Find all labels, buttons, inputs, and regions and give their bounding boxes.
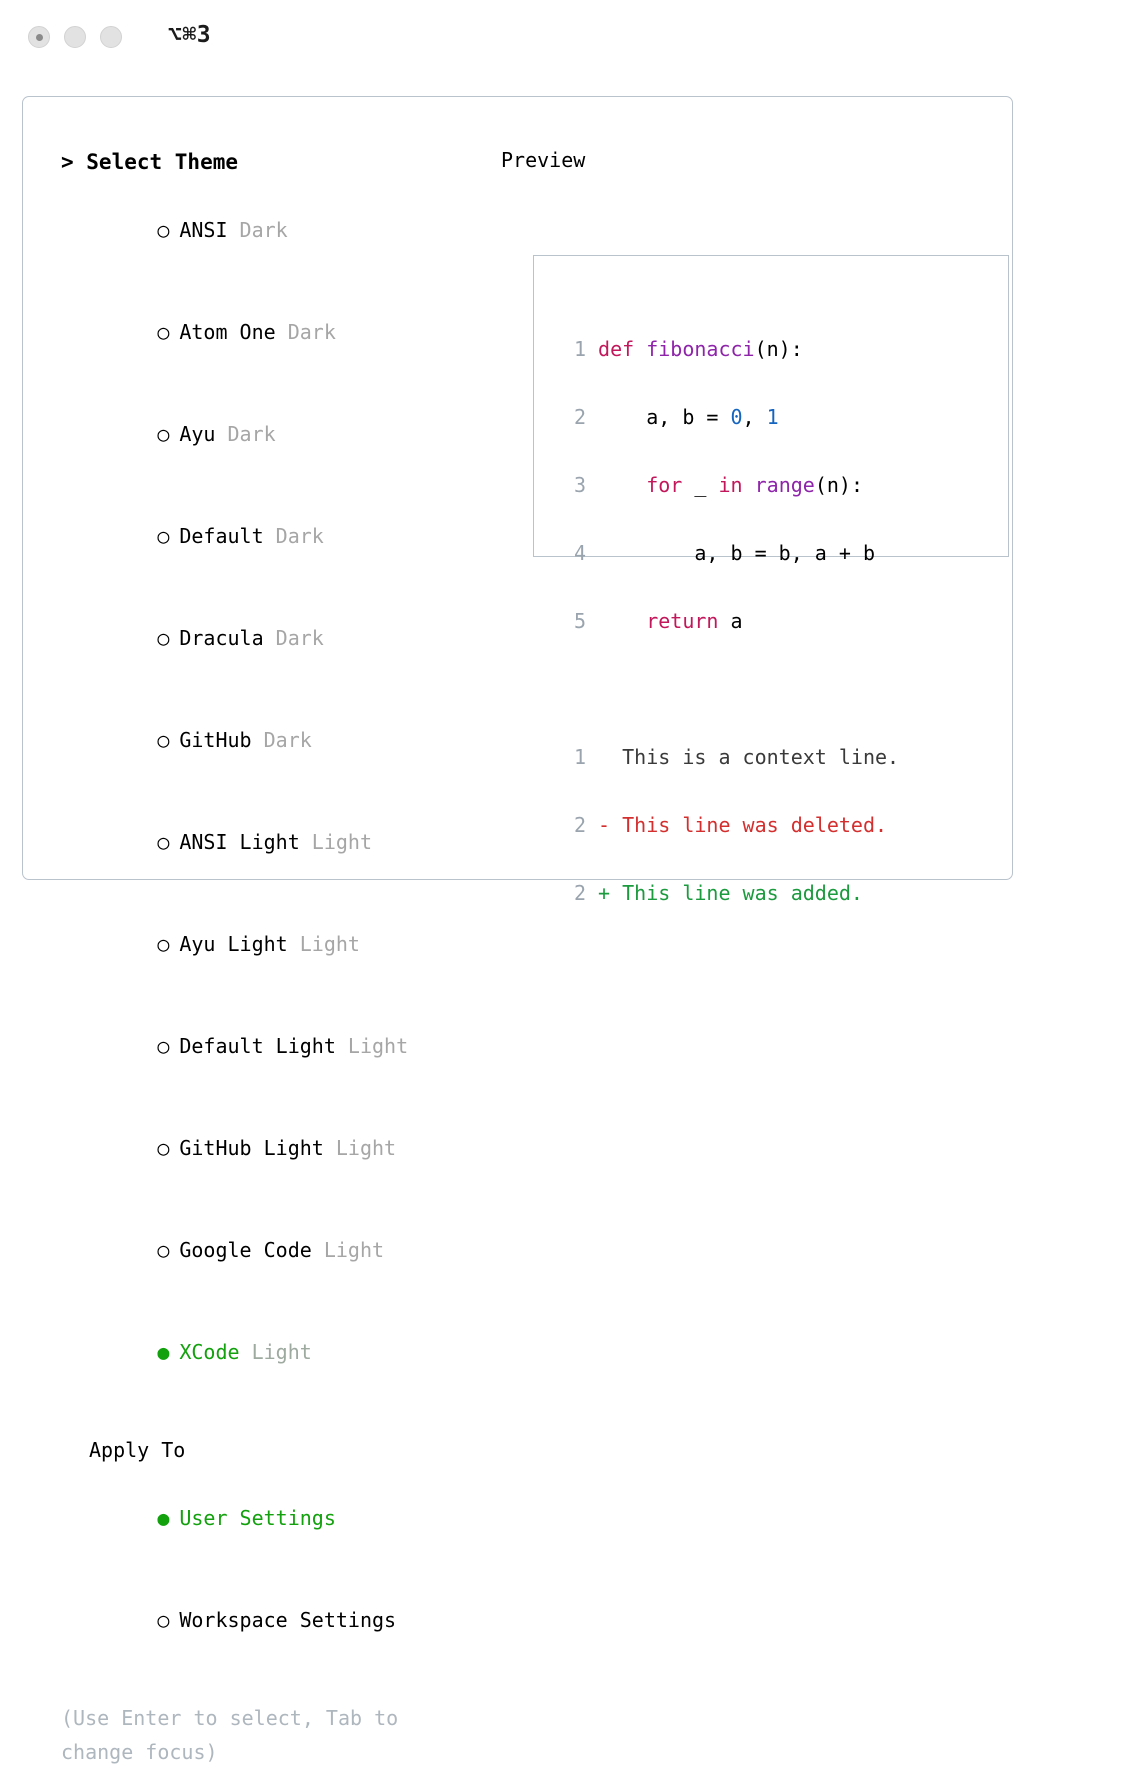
theme-option-ansi-dark[interactable]	[61, 179, 491, 281]
theme-label: Default	[179, 524, 264, 548]
diff-marker: -	[598, 813, 623, 837]
code-line-5	[552, 604, 899, 638]
theme-tag: Dark	[287, 320, 336, 344]
theme-option-github-dark[interactable]	[61, 689, 491, 791]
code-token	[598, 609, 646, 633]
theme-tag: Dark	[239, 218, 288, 242]
diff-text: This line was deleted.	[622, 813, 888, 837]
code-token: 0	[730, 405, 743, 429]
theme-tag: Dark	[275, 626, 324, 650]
theme-option-ayu-light[interactable]	[61, 893, 491, 995]
theme-tag: Light	[323, 1238, 385, 1262]
code-token: a, b = b, a + b	[598, 541, 875, 565]
apply-to-label: Workspace Settings	[179, 1608, 397, 1632]
code-line-1	[552, 332, 899, 366]
theme-tag: Dark	[275, 524, 324, 548]
theme-option-dracula-dark[interactable]	[61, 587, 491, 689]
apply-to-option-workspace-settings[interactable]	[61, 1569, 491, 1671]
apply-to-heading: Apply To	[89, 1438, 186, 1462]
radio-icon: ○	[157, 422, 170, 446]
radio-icon: ○	[157, 1034, 170, 1058]
radio-icon: ○	[157, 524, 170, 548]
theme-picker-panel	[22, 96, 1013, 1764]
diff-text: This is a context line.	[622, 745, 900, 769]
theme-tag: Dark	[263, 728, 312, 752]
line-number: 3	[573, 473, 586, 497]
diff-line-deleted	[552, 808, 899, 842]
theme-tag: Light	[335, 1136, 397, 1160]
radio-icon: ○	[157, 830, 170, 854]
window-controls[interactable]	[28, 26, 122, 48]
radio-icon: ○	[157, 1238, 170, 1262]
theme-label: Ayu	[179, 422, 216, 446]
radio-icon-selected: ●	[157, 1340, 170, 1364]
theme-tag: Dark	[227, 422, 276, 446]
code-line-4	[552, 536, 899, 570]
code-token: (n):	[754, 337, 803, 361]
code-line-2	[552, 400, 899, 434]
keyboard-shortcut-label: ⌥⌘3	[168, 22, 212, 48]
preview-box	[533, 255, 1009, 905]
radio-icon: ○	[157, 218, 170, 242]
theme-option-ayu-dark[interactable]	[61, 383, 491, 485]
theme-label: GitHub	[179, 728, 252, 752]
preview-heading: Preview	[501, 148, 586, 172]
preview-code	[552, 298, 899, 978]
code-token: return	[646, 609, 719, 633]
theme-label: ANSI Light	[179, 830, 300, 854]
line-number: 1	[573, 745, 586, 769]
theme-label: GitHub Light	[179, 1136, 324, 1160]
theme-label: Ayu Light	[179, 932, 288, 956]
code-token: 1	[766, 405, 779, 429]
line-number: 2	[573, 881, 586, 905]
code-token	[743, 473, 755, 497]
theme-label: Dracula	[179, 626, 264, 650]
apply-to-label: User Settings	[179, 1506, 336, 1530]
diff-marker: +	[598, 881, 623, 905]
code-line-3	[552, 468, 899, 502]
line-number: 4	[573, 541, 586, 565]
code-token: ,	[742, 405, 767, 429]
diff-text: This line was added.	[622, 881, 863, 905]
theme-option-atom-one-dark[interactable]	[61, 281, 491, 383]
theme-label: Google Code	[179, 1238, 312, 1262]
diff-line-added	[552, 876, 899, 910]
preview-column	[501, 145, 981, 905]
select-theme-heading: > Select Theme	[61, 150, 239, 174]
keyboard-hint-text: (Use Enter to select, Tab to change focus)	[61, 1706, 411, 1764]
theme-option-xcode-light[interactable]	[61, 1301, 491, 1403]
window-dot-third[interactable]	[100, 26, 122, 48]
theme-option-default-light[interactable]	[61, 995, 491, 1097]
code-token: fibonacci	[646, 337, 755, 361]
code-token: range	[754, 473, 815, 497]
theme-tag: Light	[311, 830, 373, 854]
code-blank-line	[552, 672, 899, 706]
theme-label: XCode	[179, 1340, 240, 1364]
radio-icon-selected: ●	[157, 1506, 170, 1530]
theme-option-github-light[interactable]	[61, 1097, 491, 1199]
theme-tag: Light	[347, 1034, 409, 1058]
window-dot-active[interactable]	[28, 26, 50, 48]
theme-label: ANSI	[179, 218, 228, 242]
line-number: 5	[573, 609, 586, 633]
code-token: for	[646, 473, 683, 497]
code-token: a, b =	[598, 405, 731, 429]
radio-icon: ○	[157, 626, 170, 650]
code-token: def	[598, 337, 647, 361]
diff-marker	[598, 745, 622, 769]
radio-icon: ○	[157, 1608, 170, 1632]
diff-line-context	[552, 740, 899, 774]
radio-icon: ○	[157, 1136, 170, 1160]
apply-to-option-user-settings[interactable]	[61, 1467, 491, 1569]
window-dot-second[interactable]	[64, 26, 86, 48]
theme-list-column	[61, 145, 491, 1769]
code-token	[598, 473, 646, 497]
radio-icon: ○	[157, 932, 170, 956]
theme-option-ansi-light[interactable]	[61, 791, 491, 893]
line-number: 1	[573, 337, 586, 361]
code-token: _	[682, 473, 719, 497]
line-number: 2	[573, 405, 586, 429]
theme-option-default-dark[interactable]	[61, 485, 491, 587]
code-token: (n):	[814, 473, 863, 497]
theme-tag: Light	[299, 932, 360, 956]
line-number: 2	[573, 813, 586, 837]
code-token: a	[718, 609, 743, 633]
radio-icon: ○	[157, 320, 170, 344]
title-bar	[0, 0, 1140, 78]
theme-label: Default Light	[179, 1034, 336, 1058]
spacer	[61, 1403, 491, 1433]
radio-icon: ○	[157, 728, 170, 752]
theme-tag: Light	[251, 1340, 312, 1364]
theme-option-google-code[interactable]	[61, 1199, 491, 1301]
theme-label: Atom One	[179, 320, 276, 344]
code-token: in	[718, 473, 743, 497]
